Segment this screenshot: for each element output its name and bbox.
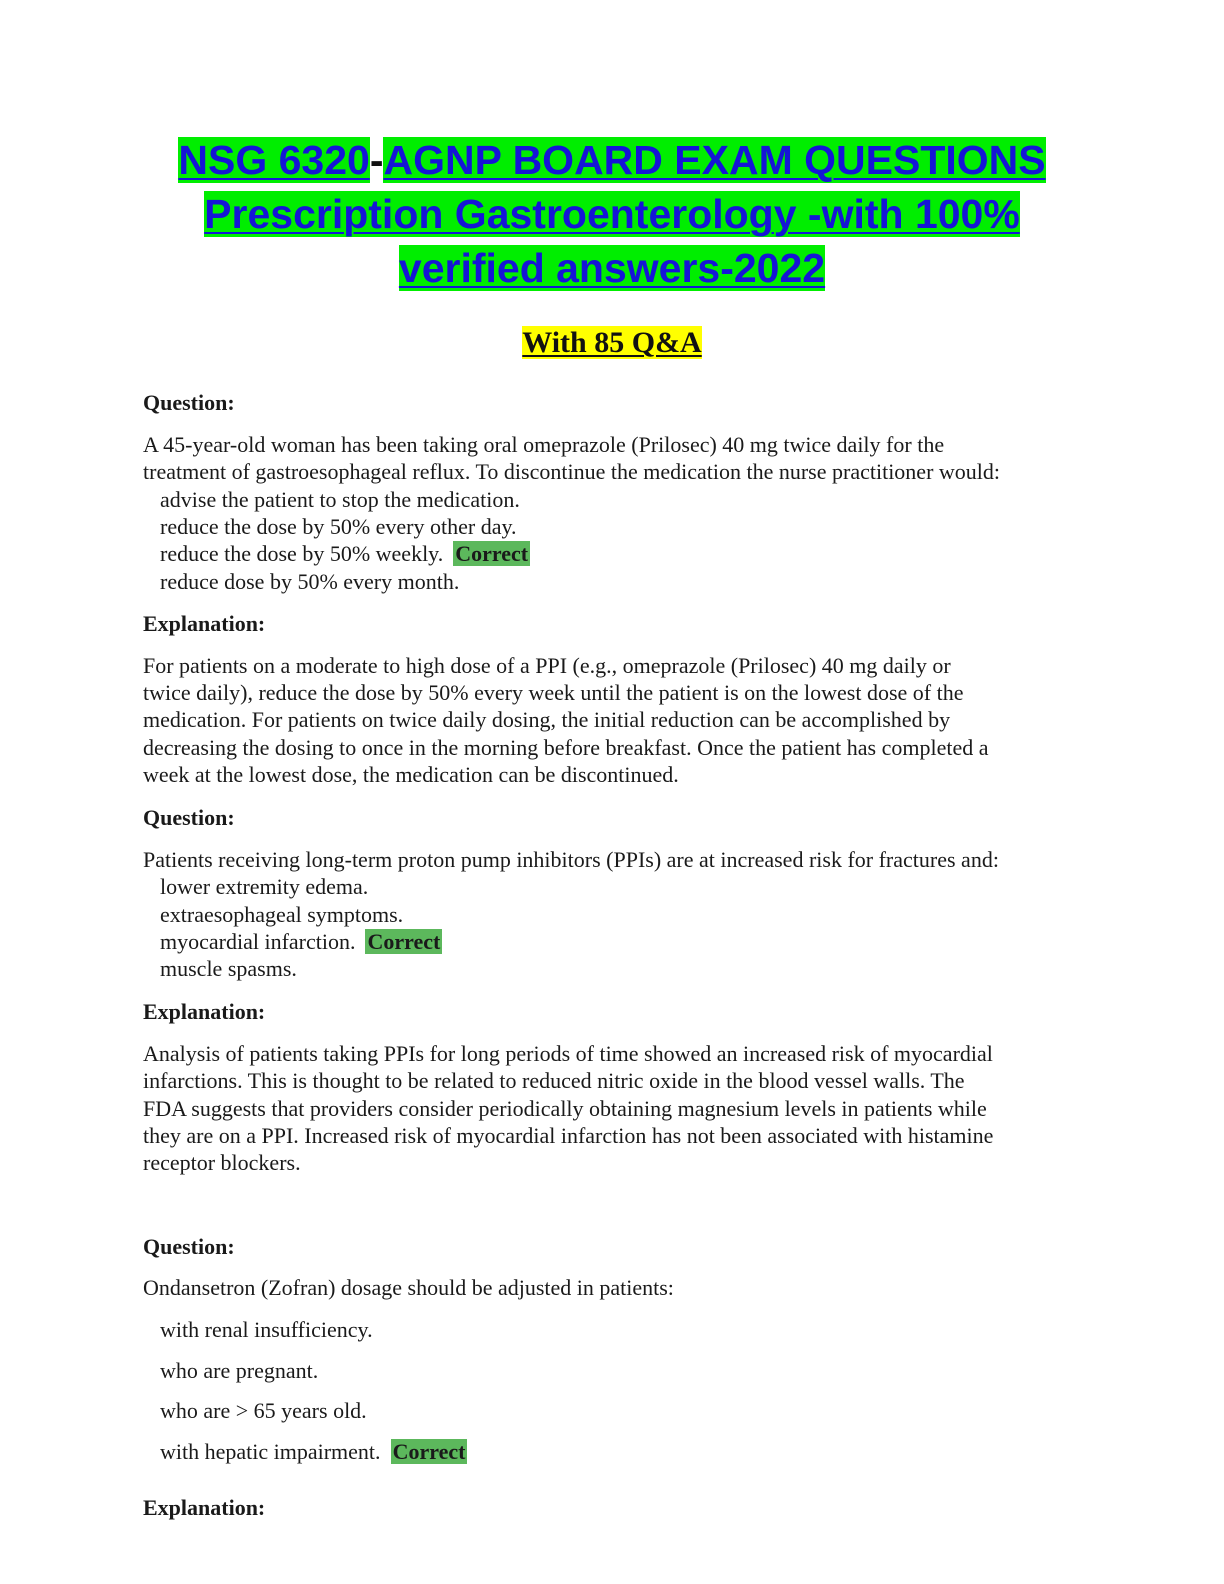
answer-option-correct <box>160 540 530 567</box>
title-separator: - <box>369 137 384 183</box>
correct-badge: Correct <box>367 929 441 954</box>
answer-option-correct <box>160 1438 467 1465</box>
answer-option-text: reduce the dose by 50% weekly. <box>160 541 444 566</box>
question-stem-line: A 45-year-old woman has been taking oral omeprazole (Prilosec) 40 mg twice daily for the <box>143 432 945 457</box>
correct-badge: Correct <box>455 541 529 566</box>
explanation-label: Explanation: <box>143 1495 266 1520</box>
explanation-line: twice daily), reduce the dose by 50% every week until the patient is on the lowest dose of the <box>143 680 964 705</box>
answer-option: reduce dose by 50% every month. <box>160 569 460 594</box>
question-label: Question: <box>143 805 235 830</box>
title-line-2 <box>100 187 1124 241</box>
document-subtitle <box>100 323 1124 363</box>
answer-option: extraesophageal symptoms. <box>160 902 404 927</box>
explanation-line: week at the lowest dose, the medication can be discontinued. <box>143 762 679 787</box>
title-line-1 <box>100 133 1124 187</box>
title-line-1-rest: AGNP BOARD EXAM QUESTIONS <box>383 137 1046 183</box>
correct-badge: Correct <box>392 1439 466 1464</box>
explanation-line: FDA suggests that providers consider periodically obtaining magnesium levels in patients while <box>143 1096 987 1121</box>
explanation-line: For patients on a moderate to high dose of a PPI (e.g., omeprazole (Prilosec) 40 mg daily or <box>143 653 951 678</box>
course-code: NSG 6320 <box>178 137 370 183</box>
explanation-line: infarctions. This is thought to be related to reduced nitric oxide in the blood vessel walls. The <box>143 1068 965 1093</box>
question-label: Question: <box>143 390 235 415</box>
explanation-line: they are on a PPI. Increased risk of myocardial infarction has not been associated with histamine <box>143 1123 994 1148</box>
answer-option: reduce the dose by 50% every other day. <box>160 514 517 539</box>
answer-option: with renal insufficiency. <box>160 1317 373 1342</box>
answer-option-text: with hepatic impairment. <box>160 1439 381 1464</box>
question-stem-line: Ondansetron (Zofran) dosage should be adjusted in patients: <box>143 1275 674 1300</box>
explanation-line: Analysis of patients taking PPIs for long periods of time showed an increased risk of myocardial <box>143 1041 993 1066</box>
answer-option: advise the patient to stop the medication. <box>160 487 520 512</box>
title-line-3-text: verified answers-2022 <box>398 245 826 291</box>
answer-option: muscle spasms. <box>160 956 297 981</box>
answer-option: who are pregnant. <box>160 1358 319 1383</box>
explanation-label: Explanation: <box>143 611 266 636</box>
title-line-3 <box>100 241 1124 295</box>
explanation-line: decreasing the dosing to once in the morning before breakfast. Once the patient has completed a <box>143 735 989 760</box>
explanation-label: Explanation: <box>143 999 266 1024</box>
answer-option-correct <box>160 928 442 955</box>
answer-option: who are > 65 years old. <box>160 1398 367 1423</box>
explanation-line: medication. For patients on twice daily dosing, the initial reduction can be accomplished by <box>143 707 951 732</box>
answer-option: lower extremity edema. <box>160 874 369 899</box>
answer-option-text: myocardial infarction. <box>160 929 356 954</box>
question-label: Question: <box>143 1234 235 1259</box>
question-stem-line: treatment of gastroesophageal reflux. To discontinue the medication the nurse practitioner would: <box>143 459 1001 484</box>
title-line-2-text: Prescription Gastroenterology -with 100% <box>204 191 1020 237</box>
document-title <box>100 133 1124 295</box>
explanation-line: receptor blockers. <box>143 1150 301 1175</box>
question-stem-line: Patients receiving long-term proton pump inhibitors (PPIs) are at increased risk for fractures and: <box>143 847 999 872</box>
subtitle-text: With 85 Q&A <box>522 326 702 359</box>
